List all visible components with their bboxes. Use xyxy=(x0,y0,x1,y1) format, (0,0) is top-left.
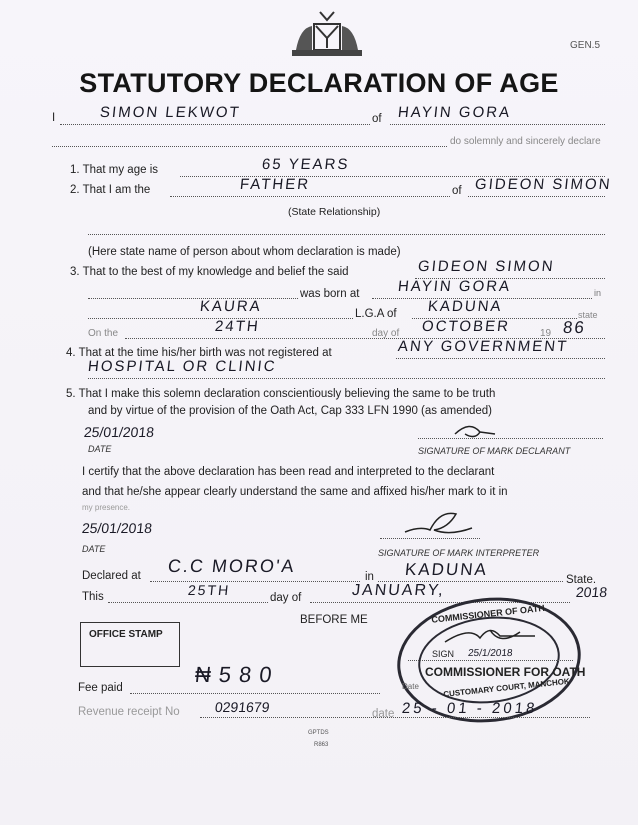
fee-amount: ₦580 xyxy=(193,662,281,687)
declarant-name: SIMON LEKWOT xyxy=(99,104,242,121)
declared-in-label: in xyxy=(365,571,374,583)
relationship-hint: (State Relationship) xyxy=(288,206,381,218)
form-code: GEN.5 xyxy=(570,40,601,51)
fee-label: Fee paid xyxy=(78,682,123,694)
revenue-number: 0291679 xyxy=(214,699,271,715)
day-of-label-2: day of xyxy=(270,592,302,604)
certify-line3: my presence. xyxy=(82,503,131,512)
born-label: was born at xyxy=(300,288,360,300)
of-label: of xyxy=(372,113,382,125)
relationship-value: FATHER xyxy=(239,176,311,193)
revenue-label: Revenue receipt No xyxy=(78,706,180,718)
item4-value-line1: ANY GOVERNMENT xyxy=(397,338,570,355)
lga-label: L.G.A of xyxy=(355,308,397,320)
declared-place: C.C MORO'A xyxy=(167,556,297,576)
revenue-date: 25 - 01 - 2018 xyxy=(401,700,539,717)
seal-text-top: COMMISSIONER OF OATH xyxy=(430,602,546,625)
interpreter-signature-label: SIGNATURE OF MARK INTERPRETER xyxy=(378,548,540,558)
lga-value: KAURA xyxy=(199,298,263,315)
person-hint: (Here state name of person about whom declaration is made) xyxy=(88,246,401,258)
birth-day: 24TH xyxy=(214,318,261,335)
seal-text-bottom: CUSTOMARY COURT, MANCHOK xyxy=(442,676,571,699)
item4-value-line2: HOSPITAL OR CLINIC xyxy=(87,358,278,375)
printer-code: GPTDS xyxy=(308,730,329,736)
declare-text: do solemnly and sincerely declare xyxy=(450,136,601,147)
interpreter-signature xyxy=(400,506,480,540)
birth-month: OCTOBER xyxy=(421,318,511,335)
person-value: GIDEON SIMON xyxy=(474,176,613,193)
in-label: in xyxy=(594,288,602,298)
sign-date: 25/1/2018 xyxy=(467,648,514,659)
declaration-date: 25/01/2018 xyxy=(83,424,155,440)
item3-label: 3. That to the best of my knowledge and belief the said xyxy=(70,266,349,278)
age-value: 65 YEARS xyxy=(261,156,351,173)
page-title: STATUTORY DECLARATION OF AGE xyxy=(79,68,559,98)
state-value: KADUNA xyxy=(427,298,504,315)
coat-of-arms-logo xyxy=(286,10,368,60)
item5-line1: 5. That I make this solemn declaration conscientiously believing the same to be truth xyxy=(66,388,496,400)
item5-line2: and by virtue of the provision of the Oath Act, Cap 333 LFN 1990 (as amended) xyxy=(88,405,493,417)
commissioner-date-label: Date xyxy=(402,682,419,691)
declared-day: 25TH xyxy=(187,582,232,598)
intro-prefix: I xyxy=(52,112,56,124)
certify-line2: and that he/she appear clearly understand the same and affixed his/her mark to it in xyxy=(82,486,508,498)
item3-person: GIDEON SIMON xyxy=(417,258,556,275)
sign-label: SIGN xyxy=(432,649,455,659)
declared-state-label: State. xyxy=(566,574,597,586)
on-label: On the xyxy=(88,328,119,339)
item1-label: 1. That my age is xyxy=(70,164,158,176)
office-stamp-label: OFFICE STAMP xyxy=(89,629,163,640)
commissioner-signature xyxy=(440,622,540,648)
item2-of-label: of xyxy=(452,185,462,197)
certify-line1: I certify that the above declaration has been read and interpreted to the declarant xyxy=(82,466,495,478)
commissioner-title: COMMISSIONER FOR OATH xyxy=(425,665,586,679)
declared-state: KADUNA xyxy=(404,560,489,579)
declarant-place: HAYIN GORA xyxy=(397,104,512,121)
this-label: This xyxy=(82,591,104,603)
interpreter-date-label: DATE xyxy=(82,544,106,554)
form-ref: R863 xyxy=(314,742,329,748)
birthplace-value: HAYIN GORA xyxy=(397,278,512,295)
declared-label: Declared at xyxy=(82,570,141,582)
day-of-label: day of xyxy=(372,328,400,339)
declarant-signature-label: SIGNATURE OF MARK DECLARANT xyxy=(418,446,571,456)
office-stamp-box xyxy=(80,622,180,667)
item4-label: 4. That at the time his/her birth was not registered at xyxy=(66,347,332,359)
date-label: DATE xyxy=(88,444,112,454)
item2-label: 2. That I am the xyxy=(70,184,151,196)
revenue-date-label: date xyxy=(372,708,395,720)
interpreter-date: 25/01/2018 xyxy=(81,520,153,536)
declarant-mark-signature xyxy=(450,420,500,440)
state-label: state xyxy=(578,310,598,320)
year-prefix: 19 xyxy=(540,328,552,339)
declared-month: JANUARY, xyxy=(351,582,446,599)
declared-year: 2018 xyxy=(575,584,608,600)
before-me: BEFORE ME xyxy=(300,614,368,626)
birth-year: 86 xyxy=(562,318,587,337)
